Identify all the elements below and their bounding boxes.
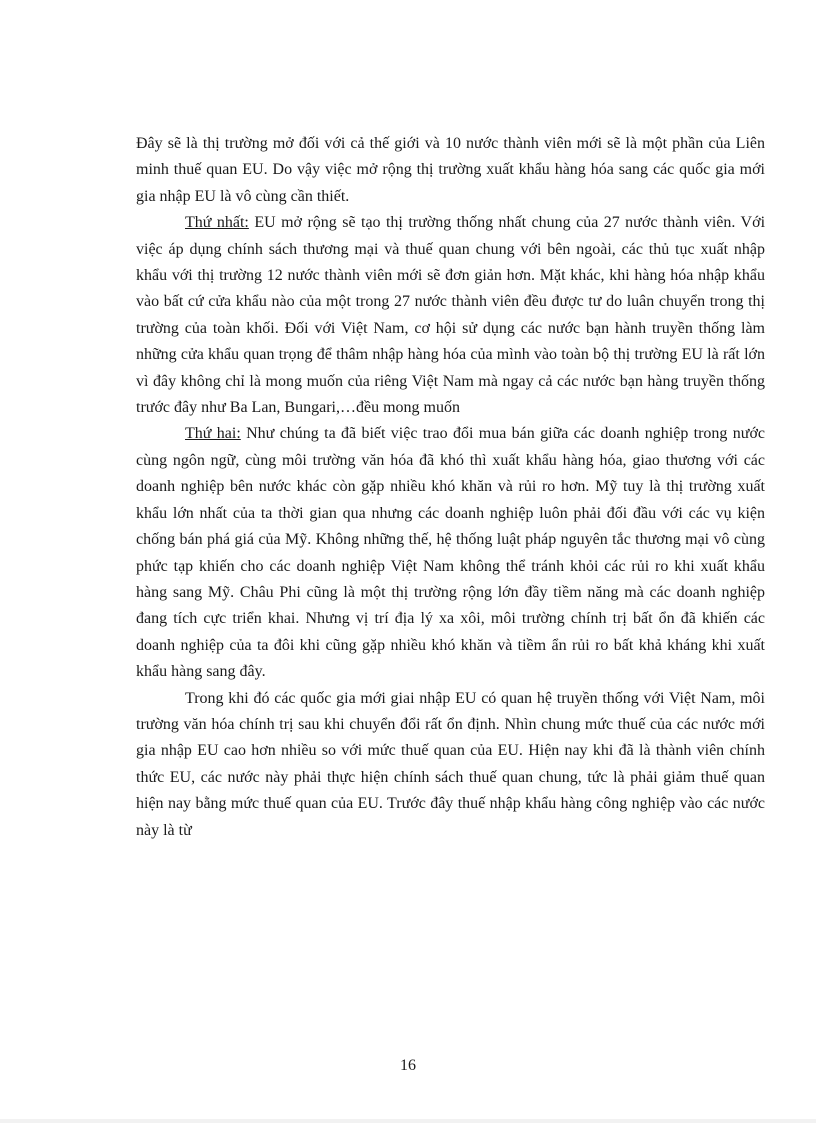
paragraph-1-text: Đây sẽ là thị trường mở đối với cả thế giới và 10 nước thành viên mới sẽ là một phần của Liên minh thuế quan EU. Do vậy việc mở rộng thị trường xuất khẩu hàng hóa sang các quốc gia mới gia nhập EU là vô cùng cần thiết.	[136, 135, 765, 205]
paragraph-2-label: Thứ nhất:	[185, 214, 249, 232]
document-body	[136, 131, 765, 844]
paragraph-trong-khi-do	[136, 686, 765, 844]
paragraph-thu-hai	[136, 421, 765, 685]
page-number: 16	[400, 1057, 416, 1074]
paragraph-4-text: Trong khi đó các quốc gia mới giai nhập EU có quan hệ truyền thống với Việt Nam, môi trường văn hóa chính trị sau khi chuyển đổi rất ổn định. Nhìn chung mức thuế của các nước mới gia nhập EU cao hơn nhiều so với mức thuế quan của EU. Hiện nay khi đã là thành viên chính thức EU, các nước này phải thực hiện chính sách thuế quan chung, tức là phải giảm thuế quan hiện nay bằng mức thuế quan của EU. Trước đây thuế nhập khẩu hàng công nghiệp vào các nước này là từ	[136, 689, 765, 839]
page-bottom-edge	[0, 1119, 816, 1123]
paragraph-3-text: Như chúng ta đã biết việc trao đổi mua bán giữa các doanh nghiệp trong nước cùng ngôn ngữ, cùng môi trường văn hóa đã khó thì xuất khẩu hàng hóa, giao thương với các doanh nghiệp bên nước khác còn gặp nhiều khó khăn và rủi ro hơn. Mỹ tuy là thị trường xuất khẩu lớn nhất của ta thời gian qua nhưng các doanh nghiệp luôn phải đối đầu với các vụ kiện chống bán phá giá của Mỹ. Không những thế, hệ thống luật pháp nguyên tắc thương mại vô cùng phức tạp khiến cho các doanh nghiệp Việt Nam không thể tránh khỏi các rủi ro khi xuất khẩu hàng sang Mỹ. Châu Phi cũng là một thị trường rộng lớn đầy tiềm năng mà các doanh nghiệp đang tích cực triển khai. Nhưng vị trí địa lý xa xôi, môi trường chính trị bất ổn đã khiến các doanh nghiệp của ta đôi khi cũng gặp nhiều khó khăn và tiềm ẩn rủi ro bất khả kháng khi xuất khẩu hàng sang đây.	[136, 425, 766, 681]
paragraph-2-text: EU mở rộng sẽ tạo thị trường thống nhất chung của 27 nước thành viên. Với việc áp dụng chính sách thương mại và thuế quan chung với bên ngoài, các thủ tục xuất nhập khẩu với thị trường 12 nước thành viên mới sẽ đơn giản hơn. Mặt khác, khi hàng hóa nhập khẩu vào bất cứ cửa khẩu nào của một trong 27 nước thành viên đều được tư do luân chuyển trong thị trường của toàn khối. Đối với Việt Nam, cơ hội sử dụng các nước bạn hành truyền thống làm những cửa khẩu quan trọng để thâm nhập hàng hóa của mình vào toàn bộ thị trường EU là rất lớn vì đây không chỉ là mong muốn của riêng Việt Nam mà ngay cả các nước bạn hàng truyền thống trước đây như Ba Lan, Bungari,…đều mong muốn	[136, 214, 766, 417]
paragraph-continuation	[136, 131, 765, 210]
paragraph-thu-nhat	[136, 210, 765, 421]
paragraph-3-label: Thứ hai:	[185, 425, 241, 443]
